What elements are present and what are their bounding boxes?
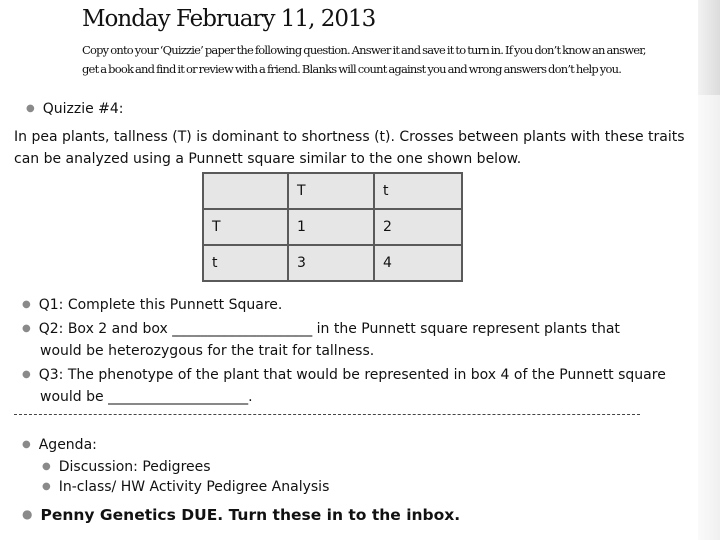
punnett-cell: 3 [288,245,374,281]
question-text: Q3: The phenotype of the plant that would be represented in box 4 of the Punnett square [38,367,666,383]
quiz-label: Quizzie #4: [42,101,124,117]
punnett-cell: t [203,245,288,281]
question-text: Q2: Box 2 and box ____________________ in the Punnett square represent plants that [38,321,620,337]
agenda-label: Agenda: [38,437,97,453]
bullet-icon: ● [22,369,31,380]
punnett-row [203,209,462,245]
bullet-icon: ● [42,461,51,472]
agenda-section [22,433,329,497]
question-paragraph: In pea plants, tallness (T) is dominant to shortness (t). Crosses between plants with these traits can be analyzed using a Punnett square similar to the one shown below. [14,129,685,167]
final-note-text: Penny Genetics DUE. Turn these in to the inbox. [40,506,461,524]
punnett-header-row [203,173,462,209]
agenda-item-label: In-class/ HW Activity Pedigree Analysis [58,479,330,495]
punnett-row [203,245,462,281]
slide-corner-band [698,0,720,95]
question-text: Q1: Complete this Punnett Square. [38,297,283,313]
agenda-heading [22,433,329,457]
punnett-cell: 2 [374,209,462,245]
final-note [22,506,460,524]
quiz-heading [26,101,124,117]
punnett-cell: t [374,173,462,209]
punnett-square [202,172,463,282]
punnett-cell: T [203,209,288,245]
question-continuation: would be ____________________. [40,389,253,405]
section-divider [14,414,640,415]
bullet-icon: ● [42,481,51,492]
question-list [22,293,712,409]
punnett-cell: 4 [374,245,462,281]
agenda-item [22,457,329,477]
question-item-q3 [22,363,712,409]
bullet-icon: ● [22,507,33,521]
slide-title: Monday February 11, 2013 [82,6,376,32]
agenda-item-label: Discussion: Pedigrees [58,459,211,475]
bullet-icon: ● [22,439,31,450]
instructions-text: Copy onto your ‘Quizzie’ paper the following question. Answer it and save it to turn in. If you don’t know an answer, get a book and find it or review with a friend. Blanks will count against you and wrong answers don’t help you. [82,43,646,76]
question-continuation: would be heterozygous for the trait for tallness. [40,343,375,359]
punnett-cell [203,173,288,209]
bullet-icon: ● [26,103,35,114]
bullet-icon: ● [22,299,31,310]
punnett-cell: T [288,173,374,209]
question-item-q2 [22,317,712,363]
punnett-cell: 1 [288,209,374,245]
agenda-item [22,477,329,497]
question-item-q1 [22,293,712,317]
bullet-icon: ● [22,323,31,334]
